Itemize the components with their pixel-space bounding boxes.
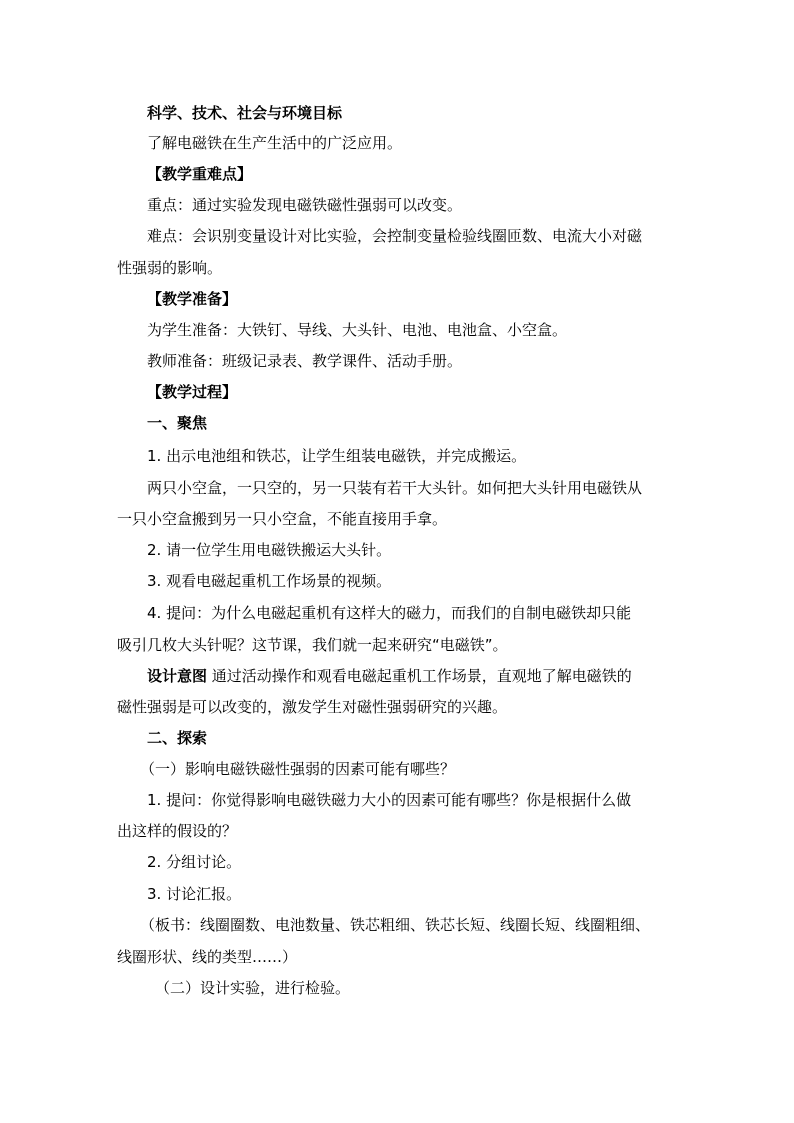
sts-heading: 科学、技术、社会与环境目标: [147, 104, 343, 122]
prep-students: 为学生准备：大铁钉、导线、大头针、电池、电池盒、小空盒。: [147, 321, 568, 339]
design-intent-text: 通过活动操作和观看电磁起重机工作场景，直观地了解电磁铁的: [207, 667, 632, 685]
key-heading: 【教学重难点】: [147, 165, 253, 183]
focus-item-4-line-2: 吸引几枚大头针呢？这节课，我们就一起来研究“电磁铁”。: [117, 636, 508, 654]
process-heading: 【教学过程】: [147, 383, 238, 401]
explore-item-2: 2. 分组讨论。: [147, 853, 242, 871]
difficulty-line-2: 性强弱的影响。: [117, 259, 223, 277]
explore-subheading-1: （一）影响电磁铁磁性强弱的因素可能有哪些？: [140, 760, 456, 778]
focus-item-1: 1. 出示电池组和铁芯，让学生组装电磁铁，并完成搬运。: [147, 447, 527, 465]
focus-item-3: 3. 观看电磁起重机工作场景的视频。: [147, 572, 392, 590]
board-note-line-2: 线圈形状、线的类型……）: [117, 948, 298, 966]
design-intent-line-1: [147, 667, 632, 685]
explore-item-1-line-1: 1. 提问：你觉得影响电磁铁磁力大小的因素可能有哪些？你是根据什么做: [147, 791, 632, 809]
design-intent-line-2: 磁性强弱是可以改变的，激发学生对磁性强弱研究的兴趣。: [117, 698, 508, 716]
focus-item-1b-line-1: 两只小空盒，一只空的，另一只装有若干大头针。如何把大头针用电磁铁从: [147, 479, 643, 497]
focus-item-4-line-1: 4. 提问：为什么电磁起重机有这样大的磁力，而我们的自制电磁铁却只能: [147, 604, 632, 622]
focus-item-2: 2. 请一位学生用电磁铁搬运大头针。: [147, 541, 392, 559]
design-intent-label: 设计意图: [147, 667, 208, 685]
explore-item-1-line-2: 出这样的假设的？: [117, 822, 238, 840]
explore-item-3: 3. 讨论汇报。: [147, 885, 242, 903]
sts-text: 了解电磁铁在生产生活中的广泛应用。: [147, 134, 403, 152]
explore-subheading-2: （二）设计实验，进行检验。: [155, 979, 351, 997]
focus-heading: 一、聚焦: [147, 414, 208, 432]
difficulty-line-1: 难点：会识别变量设计对比实验，会控制变量检验线圈匝数、电流大小对磁: [147, 227, 643, 245]
prep-heading: 【教学准备】: [147, 290, 238, 308]
focus-item-1b-line-2: 一只小空盒搬到另一只小空盒，不能直接用手拿。: [117, 510, 448, 528]
prep-teacher: 教师准备：班级记录表、教学课件、活动手册。: [147, 352, 463, 370]
key-point: 重点：通过实验发现电磁铁磁性强弱可以改变。: [147, 196, 463, 214]
board-note-line-1: （板书：线圈圈数、电池数量、铁芯粗细、铁芯长短、线圈长短、线圈粗细、: [140, 916, 651, 934]
explore-heading: 二、探索: [147, 729, 208, 747]
